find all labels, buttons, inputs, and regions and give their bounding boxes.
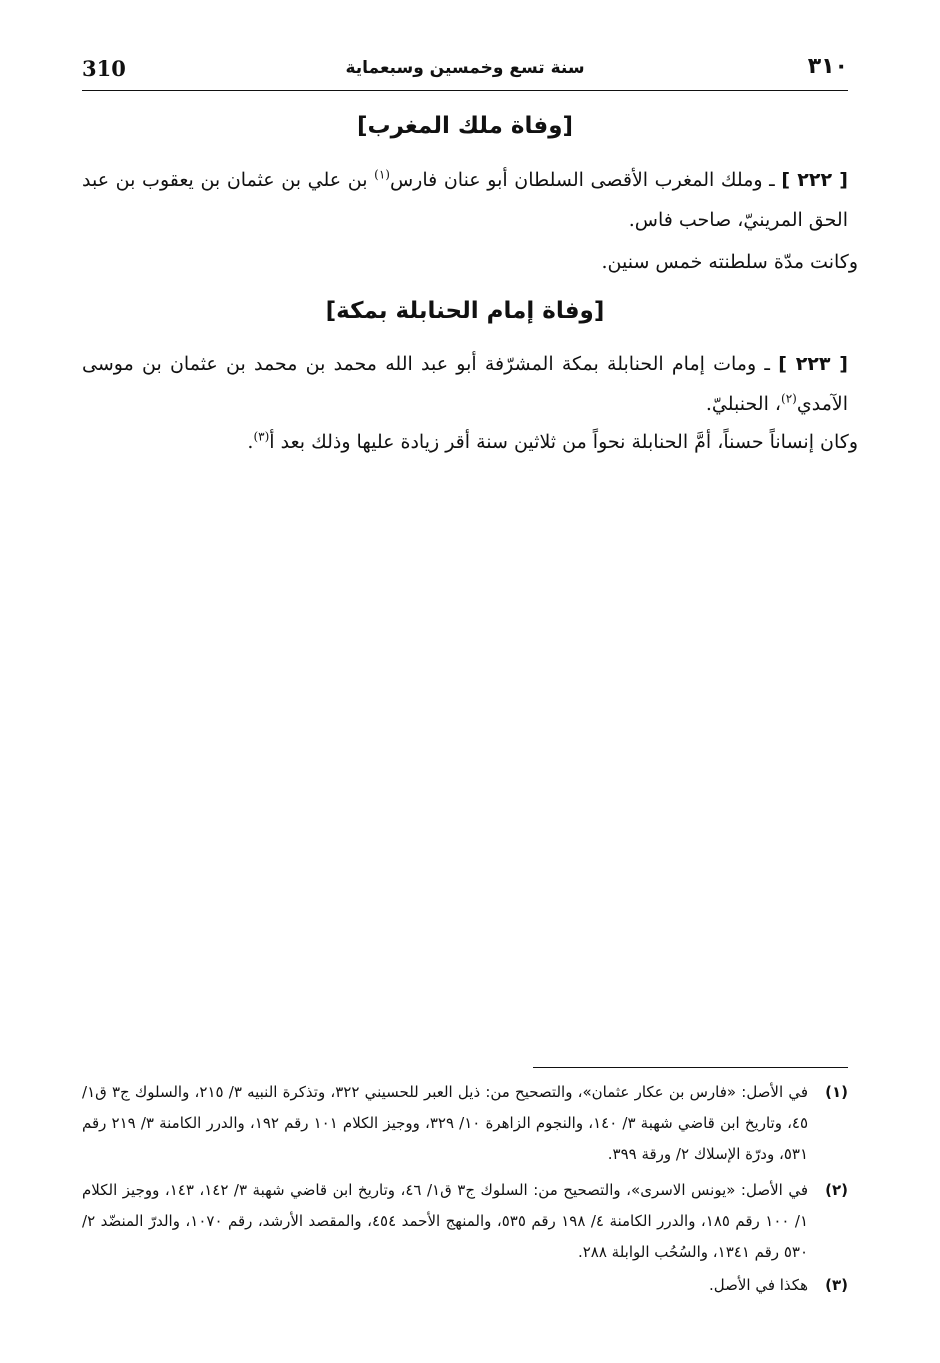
entry-text: ـ ومات إمام الحنابلة بمكة المشرّفة أبو عبد الله محمد بن محمد بن عثمان بن موسى الآمدي [82,353,848,415]
footnote-text: هكذا في الأصل. [708,1276,808,1294]
footnote-1 [82,1077,848,1170]
footnote-ref[interactable]: (٣) [253,429,270,444]
section-heading-hanbali-imam: [وفاة إمام الحنابلة بمكة] [325,298,605,324]
entry-number: [ ٢٢٢ ] [781,169,848,191]
footnote-text: في الأصل: «فارس بن عكار عثمان»، والتصحيح من: ذيل العبر للحسيني ٣٢٢، وتذكرة النبيه ٣/ ٢١٥، والسلوك ج٣ ق١/ ٤٥، وتاريخ ابن قاضي شهبة ٣/ ١٤٠، والنجوم الزاهرة ١٠/ ٣٢٩، ووجيز الكلام ١٠١ رقم ١٩٢، والدرر الكامنة ٣/ ٢١٩ رقم ٥٣١، ودرّة الإسلاك ٢/ ورقة ٣٩٩. [82,1083,809,1163]
imam-description-paragraph [247,422,858,462]
footnote-ref[interactable]: (١) [374,167,390,182]
footnote-ref[interactable]: (٢) [781,391,797,406]
entry-222-paragraph [82,160,848,240]
running-title: سنة تسع وخمسين وسبعماية [345,58,585,78]
footnote-text: في الأصل: «يونس الاسرى»، والتصحيح من: السلوك ج٣ ق١/ ٤٦، وتاريخ ابن قاضي شهبة ٣/ ١٤٢، ١٤٣، ووجيز الكلام ١/ ١٠٠ رقم ١٨٥، والدرر الكامنة ٤/ ١٩٨ رقم ٥٣٥، والمنهج الأحمد ٤٥٤، والمقصد الأرشد، رقم ١٠٧٠، والدرّ المنضّد ٢/ ٥٣٠ رقم ١٣٤١، والسُحُب الوابلة ٢٨٨. [82,1181,809,1261]
footnote-mark: (٢) [825,1181,848,1199]
entry-text: ـ وملك المغرب الأقصى السلطان أبو عنان فارس [389,169,782,191]
entry-text: ، الحنبليّ. [705,393,782,415]
page-number-latin: 310 [82,56,126,81]
page-header [82,52,848,91]
reign-duration-paragraph: وكانت مدّة سلطنته خمس سنين. [601,251,858,273]
entry-223-paragraph [82,344,848,424]
footnote-divider [533,1067,848,1068]
section-heading-maghreb-king: [وفاة ملك المغرب] [357,113,573,139]
entry-text: بن علي بن عثمان بن يعقوب بن عبد الحق المرينيّ، صاحب فاس. [82,169,848,231]
entry-number: [ ٢٢٣ ] [778,353,848,375]
page-number-arabic: ٣١٠ [807,54,848,79]
footnote-mark: (٣) [825,1276,848,1294]
entry-text: وكان إنساناً حسناً، أمَّ الحنابلة نحواً من ثلاثين سنة أقر زيادة عليها وذلك بعد أ [269,431,858,453]
footnote-mark: (١) [825,1083,848,1101]
entry-text: . [247,431,254,453]
footnote-3 [82,1270,848,1301]
footnote-2 [82,1175,848,1268]
